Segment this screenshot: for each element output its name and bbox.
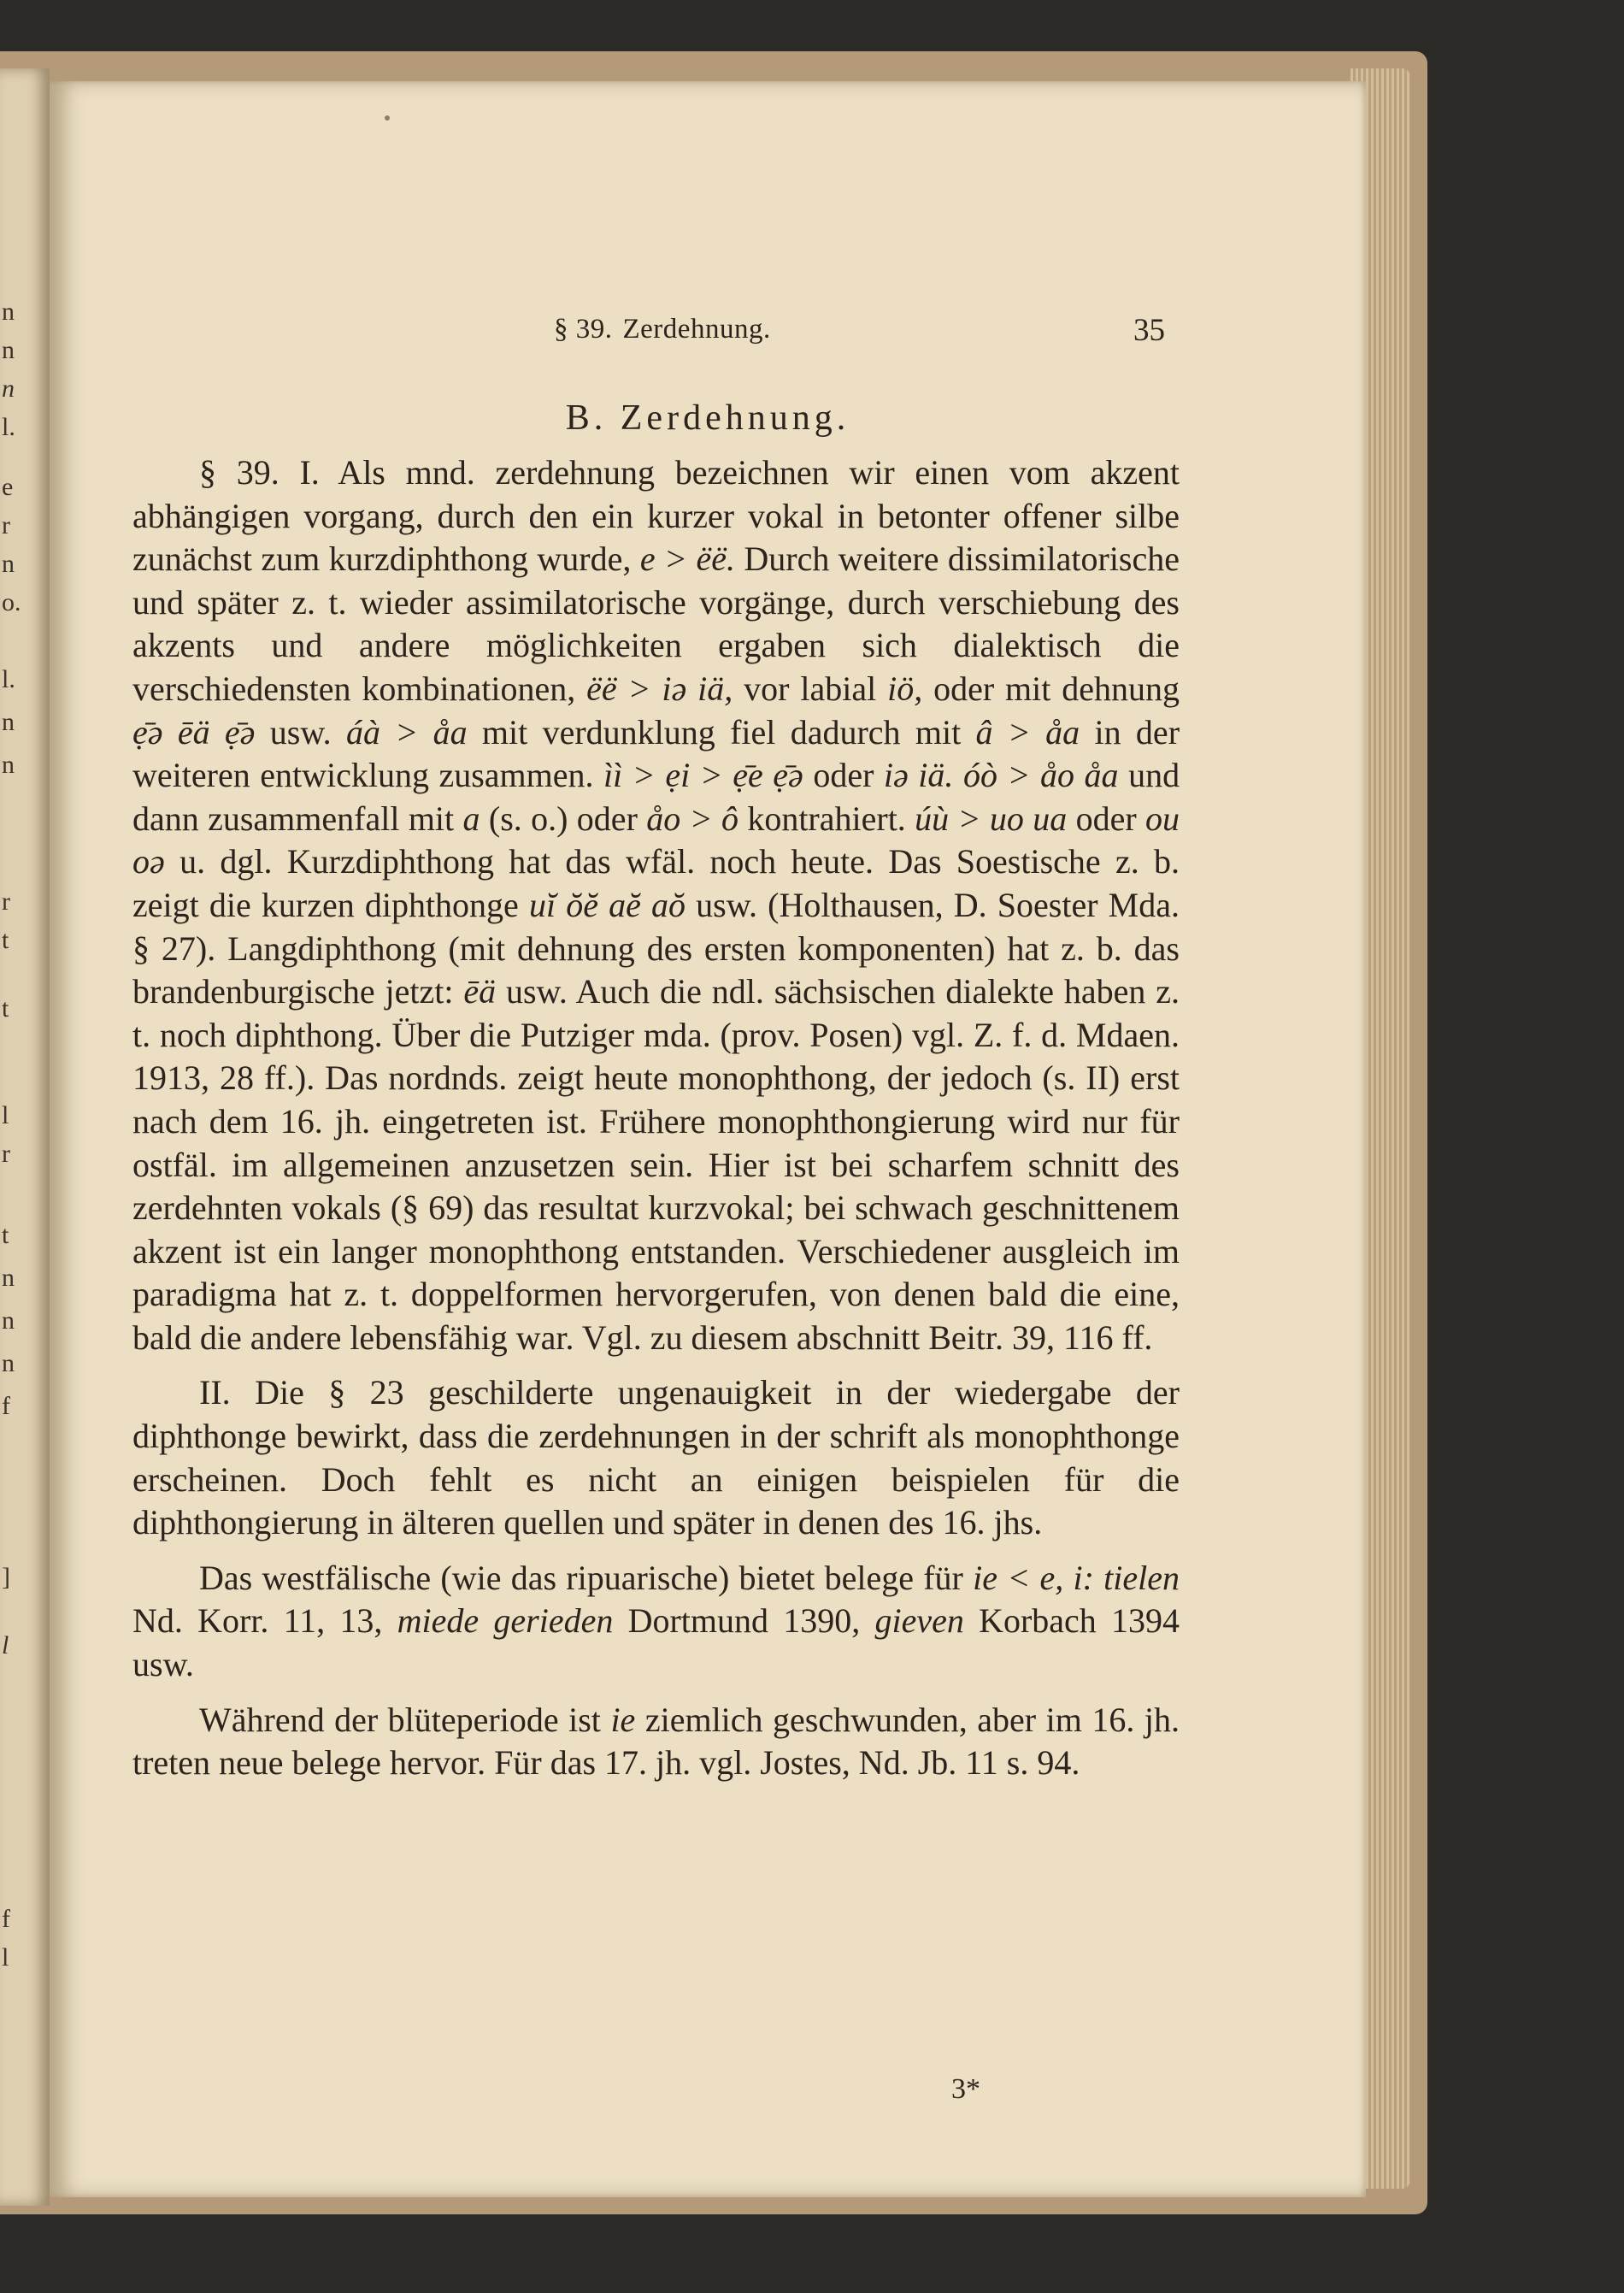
left-page-fragment: r (2, 1140, 10, 1168)
left-page-fragment: n (2, 374, 15, 403)
header-title: Zerdehnung. (622, 314, 771, 345)
running-header (554, 314, 771, 345)
left-page-fragment: l (2, 1631, 9, 1659)
page-number: 35 (1133, 313, 1165, 348)
left-page-fragment: n (2, 336, 15, 364)
left-page-fragment: f (2, 1392, 10, 1420)
previous-page-strip (0, 68, 50, 2206)
left-page-fragment: r (2, 887, 10, 916)
left-page-fragment: ] (2, 1563, 10, 1591)
left-page-fragment: n (2, 708, 15, 736)
section-title: B. Zerdehnung. (565, 398, 850, 438)
paragraph-4: Während der blüteperiode ist ie ziemlich geschwunden, aber im 16. jh. treten neue belege hervor. Für das 17. jh. vgl. Jostes, Nd. Jb. 11 s. 94. (132, 1700, 1180, 1783)
paragraph-3: Das westfälische (wie das ripuarische) bietet belege für ie < e, i: tielen Nd. Korr. 11, 13, miede gerieden Dortmund 1390, gieven Korbach 1394 usw. (132, 1558, 1180, 1684)
left-page-fragment: l. (2, 665, 15, 693)
paper-speck (385, 115, 390, 121)
left-page-fragment: n (2, 1306, 15, 1335)
left-page-fragment: l (2, 1943, 9, 1972)
left-page-fragment: n (2, 550, 15, 578)
paragraph-2: II. Die § 23 geschilderte ungenauigkeit in der wiedergabe der diphthonge bewirkt, dass die zerdehnungen in der schrift als monophthonge erscheinen. Doch fehlt es nicht an einigen beispielen für die diphthongierung in älteren quellen und später in denen des 16. jhs. (132, 1373, 1180, 1542)
body-text (132, 451, 1180, 1785)
left-page-fragment: t (2, 926, 9, 954)
header-section-number: § 39. (554, 314, 613, 345)
book-page (50, 81, 1366, 2197)
left-page-fragment: n (2, 751, 15, 779)
left-page-fragment: r (2, 511, 10, 539)
left-page-fragment: f (2, 1905, 10, 1933)
paragraph-1: § 39. I. Als mnd. zerdehnung bezeichnen wir einen vom akzent abhängigen vorgang, durch den ein kurzer vokal in betonter offener silbe zunächst zum kurzdiphthong wurde, e > ëë. Durch weitere dissimilatorische und später z. t. wieder assimilatorische vorgänge, durch verschiebung des akzents und andere möglichkeiten ergaben sich dialektisch die verschiedensten kombinationen, ëë > iə iä, vor labial iö, oder mit dehnung ẹ̄ə ēä ẹ̄ə usw. áà > åa mit verdunklung fiel dadurch mit â > åa in der weiteren entwicklung zusammen. ìì > ẹi > ẹ̄e ẹ̄ə oder iə iä. óò > åo åa und dann zusammenfall mit a (s. o.) oder åo > ô kontrahiert. úù > uo ua oder ou oə u. dgl. Kurzdiphthong hat das wfäl. noch heute. Das Soestische z. b. zeigt die kurzen diphthonge uĭ ŏĕ aĕ aŏ usw. (Holthausen, D. Soester Mda. § 27). Langdiphthong (mit dehnung des ersten komponenten) hat z. b. das brandenburgische jetzt: ēä usw. Auch die ndl. sächsischen dialekte haben z. t. noch diphthong. Über die Putziger mda. (prov. Posen) vgl. Z. f. d. Mdaen. 1913, 28 ff.). Das nordnds. zeigt heute monophthong, der jedoch (s. II) erst nach dem 16. jh. eingetreten ist. Frühere monophthongierung wird nur für ostfäl. im allgemeinen anzusetzen sein. Hier ist bei scharfem schnitt des zerdehnten vokals (§ 69) das resultat kurzvokal; bei schwach geschnittenem akzent ist ein langer monophthong entstanden. Verschiedener ausgleich im paradigma hat z. t. doppelformen hervorgerufen, von denen bald die eine, bald die andere lebensfähig war. Vgl. zu diesem abschnitt Beitr. 39, 116 ff. (132, 453, 1180, 1357)
left-page-fragment: l. (2, 413, 15, 441)
left-page-fragment: o. (2, 588, 21, 616)
left-page-fragment: n (2, 1349, 15, 1377)
left-page-fragment: t (2, 994, 9, 1023)
left-page-fragment: n (2, 1264, 15, 1292)
signature-mark: 3* (951, 2073, 980, 2105)
left-page-fragment: n (2, 298, 15, 326)
left-page-fragment: t (2, 1221, 9, 1249)
left-page-fragment: e (2, 473, 14, 501)
left-page-fragment: l (2, 1101, 9, 1129)
